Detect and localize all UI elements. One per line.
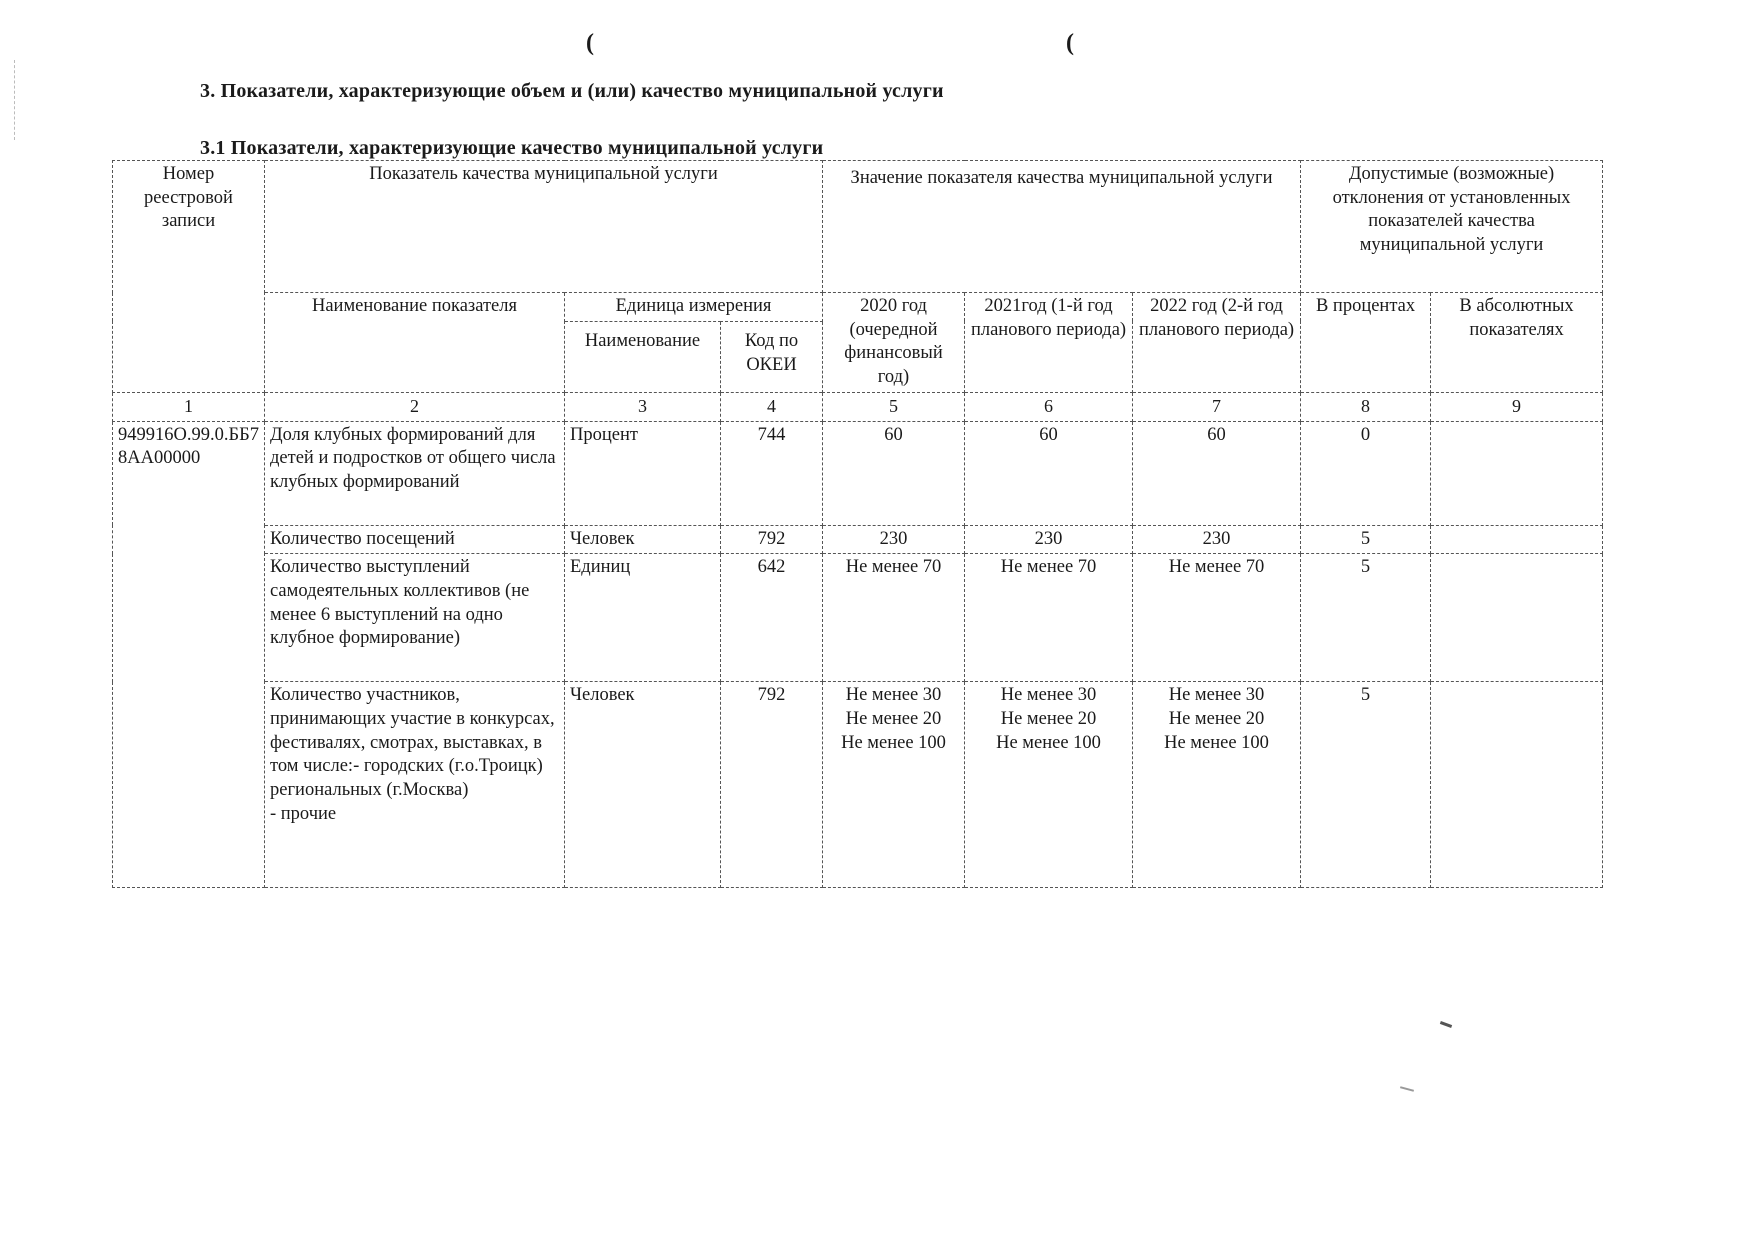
header-unit-name: Наименование [565, 321, 721, 392]
okei-code: 744 [721, 421, 823, 525]
header-deviation-group: Допустимые (возможные) отклонения от установленных показателей качества муниципальной услуги [1301, 161, 1603, 293]
header-dev-absolute: В абсолютных показателях [1431, 293, 1603, 393]
deviation-percent: 0 [1301, 421, 1431, 525]
value-line: Не менее 20 [1000, 709, 1097, 730]
deviation-percent: 5 [1301, 682, 1431, 888]
col-number: 5 [823, 392, 965, 421]
scan-speck [1400, 1086, 1414, 1092]
value-2020 [823, 682, 965, 888]
registry-number: 949916О.99.0.ББ78АА00000 [113, 421, 265, 888]
quality-indicators-table [112, 160, 1603, 888]
table-row [113, 554, 1603, 682]
deviation-absolute [1431, 525, 1603, 554]
value-2020: 230 [823, 525, 965, 554]
section-title: 3. Показатели, характеризующие объем и (или) качество муниципальной услуги [200, 80, 944, 102]
value-line: Не менее 30 [845, 685, 942, 706]
header-year-2021: 2021год (1-й год планового периода) [965, 293, 1133, 393]
unit-name: Человек [565, 525, 721, 554]
header-indicator-name: Наименование показателя [265, 293, 565, 393]
col-number: 6 [965, 392, 1133, 421]
indicator-name [265, 682, 565, 888]
okei-code: 792 [721, 525, 823, 554]
unit-name: Процент [565, 421, 721, 525]
scan-speck [1440, 1021, 1452, 1028]
value-2021: 230 [965, 525, 1133, 554]
value-line: Не менее 100 [841, 732, 946, 753]
table-row [113, 421, 1603, 525]
indicator-line: - прочие [270, 803, 337, 824]
col-number: 9 [1431, 392, 1603, 421]
value-line: Не менее 30 [1168, 685, 1265, 706]
value-line: Не менее 100 [996, 732, 1101, 753]
table-row [113, 682, 1603, 888]
indicator-name: Количество выступлений самодеятельных коллективов (не менее 6 выступлений на одно клубное формирование) [265, 554, 565, 682]
col-number: 4 [721, 392, 823, 421]
paren-right: ( [1066, 30, 1074, 56]
header-okei-code: Код по ОКЕИ [721, 321, 823, 392]
deviation-absolute [1431, 554, 1603, 682]
deviation-percent: 5 [1301, 554, 1431, 682]
col-number: 7 [1133, 392, 1301, 421]
indicator-name: Количество посещений [265, 525, 565, 554]
header-value-group: Значение показателя качества муниципальной услуги [823, 161, 1301, 293]
header-indicator-group: Показатель качества муниципальной услуги [265, 161, 823, 293]
value-line: Не менее 30 [1000, 685, 1097, 706]
value-2020: 60 [823, 421, 965, 525]
value-line: Не менее 20 [845, 709, 942, 730]
deviation-absolute [1431, 682, 1603, 888]
table-row [113, 525, 1603, 554]
deviation-percent: 5 [1301, 525, 1431, 554]
deviation-absolute [1431, 421, 1603, 525]
header-unit-group: Единица измерения [565, 293, 823, 322]
value-line: Не менее 100 [1164, 732, 1269, 753]
unit-name: Человек [565, 682, 721, 888]
okei-code: 792 [721, 682, 823, 888]
indicator-line: Количество участников, принимающих участие в конкурсах, фестивалях, смотрах, выставках, в том числе:- городских (г.о.Троицк) региональных (г.Москва) [270, 685, 555, 801]
okei-code: 642 [721, 554, 823, 682]
margin-marks [14, 60, 17, 140]
value-2022: Не менее 70 [1133, 554, 1301, 682]
value-2021: 60 [965, 421, 1133, 525]
header-registry: Номер реестровой записи [113, 161, 265, 393]
col-number: 1 [113, 392, 265, 421]
value-2022: 60 [1133, 421, 1301, 525]
col-number: 2 [265, 392, 565, 421]
value-2022: 230 [1133, 525, 1301, 554]
value-2020: Не менее 70 [823, 554, 965, 682]
header-dev-percent: В процентах [1301, 293, 1431, 393]
header-year-2022: 2022 год (2-й год планового периода) [1133, 293, 1301, 393]
col-number: 8 [1301, 392, 1431, 421]
value-2022 [1133, 682, 1301, 888]
paren-left: ( [586, 30, 594, 56]
header-year-2020: 2020 год (очередной финансовый год) [823, 293, 965, 393]
value-line: Не менее 20 [1168, 709, 1265, 730]
col-number: 3 [565, 392, 721, 421]
value-2021 [965, 682, 1133, 888]
indicator-name: Доля клубных формирований для детей и подростков от общего числа клубных формирований [265, 421, 565, 525]
value-2021: Не менее 70 [965, 554, 1133, 682]
subsection-title: 3.1 Показатели, характеризующие качество муниципальной услуги [200, 137, 824, 159]
unit-name: Единиц [565, 554, 721, 682]
column-numbers-row [113, 392, 1603, 421]
